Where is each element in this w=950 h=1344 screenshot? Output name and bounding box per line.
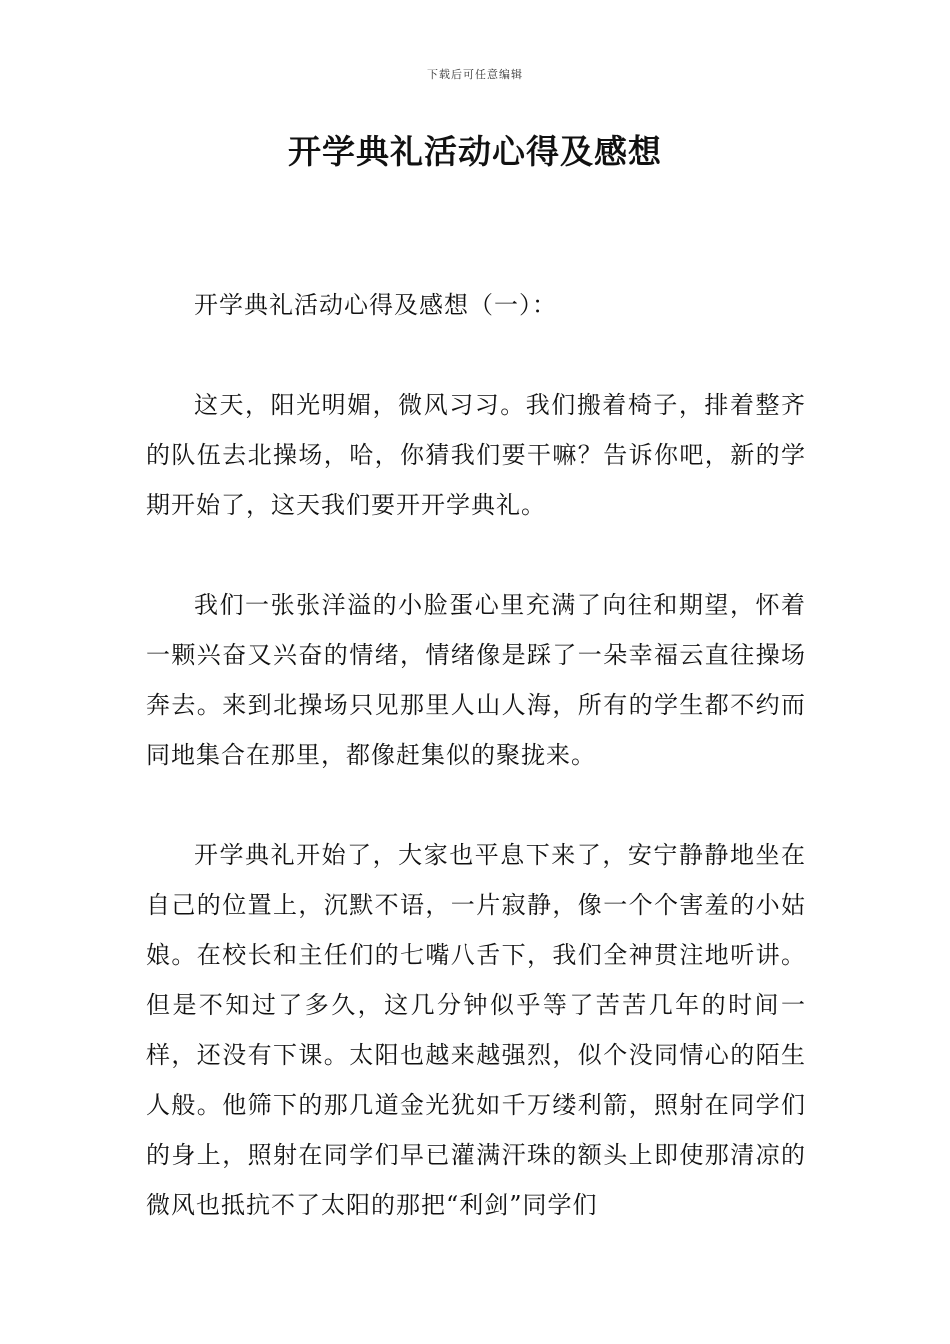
paragraph-2: 我们一张张洋溢的小脸蛋心里充满了向往和期望，怀着一颗兴奋又兴奋的情绪，情绪像是踩了一朵幸福云直往操场奔去。来到北操场只见那里人山人海，所有的学生都不约而同地集合在那里，都像赶集似的聚拢来。: [146, 591, 806, 769]
header-note: 下载后可任意编辑: [427, 68, 523, 81]
document-title: 开学典礼活动心得及感想: [288, 132, 662, 171]
document-body: [146, 280, 806, 1230]
paragraph-1: 这天，阳光明媚，微风习习。我们搬着椅子，排着整齐的队伍去北操场，哈，你猜我们要干嘛？告诉你吧，新的学期开始了，这天我们要开开学典礼。: [146, 391, 806, 519]
section-heading: 开学典礼活动心得及感想（一）：: [194, 291, 557, 319]
paragraph-3: 开学典礼开始了，大家也平息下来了，安宁静静地坐在自己的位置上，沉默不语，一片寂静，像一个个害羞的小姑娘。在校长和主任们的七嘴八舌下，我们全神贯注地听讲。但是不知过了多久，这几分钟似乎等了苦苦几年的时间一样，还没有下课。太阳也越来越强烈，似个没同情心的陌生人般。他筛下的那几道金光犹如千万缕利箭，照射在同学们的身上，照射在同学们早已灌满汗珠的额头上即使那清凉的微风也抵抗不了太阳的那把“利剑”同学们: [146, 841, 806, 1219]
